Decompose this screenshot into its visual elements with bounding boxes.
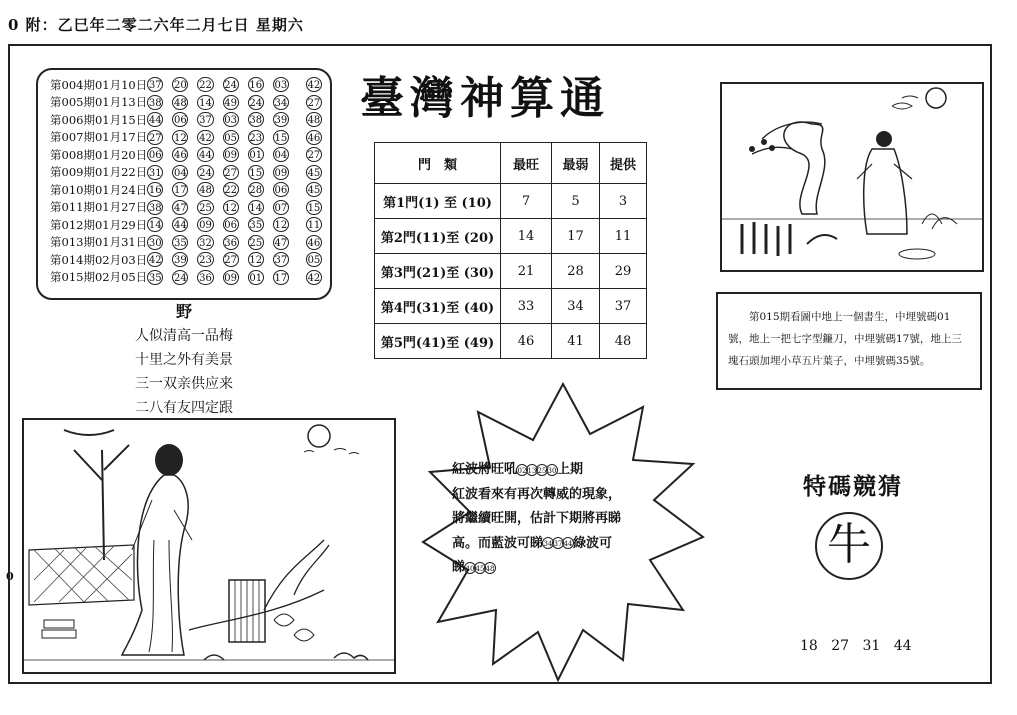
poem-line: 十里之外有美景 [135, 352, 233, 368]
number-ball: 44 [172, 217, 188, 232]
number-ball: 49 [223, 95, 239, 110]
number-ball: 23 [248, 130, 264, 145]
special-ball: 27 [306, 95, 322, 110]
number-ball: 09 [223, 147, 239, 162]
number-ball: 06 [273, 182, 289, 197]
zodiac-badge: 牛 [815, 512, 883, 580]
number-ball: 22 [197, 77, 213, 92]
number-ball: 31 [147, 165, 163, 180]
table-cell: 17 [552, 219, 600, 254]
draw-row [50, 164, 322, 182]
poem-line: 二八有友四定跟 [135, 400, 233, 416]
number-ball: 07 [273, 200, 289, 215]
number-ball: 23 [197, 252, 213, 267]
table-cell: 7 [501, 184, 552, 219]
table-cell: 5 [552, 184, 600, 219]
number-ball: 01 [248, 147, 264, 162]
table-cell: 第4門(31)至 (40) [375, 289, 501, 324]
number-ball: 42 [197, 130, 213, 145]
table-header: 門 類 [375, 143, 501, 184]
special-ball: 48 [306, 112, 322, 127]
draw-label: 第011期01月27日 [50, 200, 148, 215]
number-ball: 14 [147, 217, 163, 232]
number-ball: 37 [147, 77, 163, 92]
number-ball: 36 [223, 235, 239, 250]
lady-illustration [22, 418, 396, 674]
number-ball: 16 [147, 182, 163, 197]
range-table [374, 142, 647, 359]
number-ball: 20 [172, 77, 188, 92]
number-ball: 27 [223, 165, 239, 180]
star-line-text: 綠波可 [573, 535, 613, 551]
blue-number-badge: 34 [542, 537, 554, 549]
number-ball: 17 [273, 270, 289, 285]
table-cell: 第2門(11)至 (20) [375, 219, 501, 254]
star-line: 將繼續旺開，估計下期將再睇 [452, 511, 622, 526]
star-line-text: 高。而藍波可睇 [452, 535, 544, 551]
draw-row [50, 111, 322, 129]
number-ball: 15 [273, 130, 289, 145]
poem-line: 三一双亲供应来 [135, 376, 233, 392]
special-ball: 45 [306, 182, 322, 197]
special-numbers: 18 27 31 44 [800, 638, 912, 654]
number-ball: 24 [172, 270, 188, 285]
table-cell: 33 [501, 289, 552, 324]
special-ball: 27 [306, 147, 322, 162]
number-ball: 37 [273, 252, 289, 267]
star-line [452, 458, 678, 483]
number-ball: 44 [147, 112, 163, 127]
number-ball: 35 [147, 270, 163, 285]
number-ball: 24 [197, 165, 213, 180]
draw-row [50, 199, 322, 217]
draw-label: 第012期01月29日 [50, 217, 148, 232]
number-ball: 04 [273, 147, 289, 162]
draw-history-panel [36, 68, 332, 300]
header-date: 0 附：乙巳年二零二六年二月七日 星期六 [8, 16, 304, 34]
draw-row [50, 251, 322, 269]
special-ball: 05 [306, 252, 322, 267]
scholar-illustration-art [722, 84, 982, 270]
number-ball: 47 [273, 235, 289, 250]
number-ball: 09 [223, 270, 239, 285]
blue-number-badge: 37 [552, 537, 564, 549]
number-ball: 14 [248, 200, 264, 215]
lady-illustration-art [24, 420, 394, 672]
green-number-badge: 40 [464, 562, 476, 574]
number-ball: 15 [248, 165, 264, 180]
star-line-text: 紅波將旺吼 [452, 462, 518, 477]
red-number-badge: 30 [546, 464, 558, 476]
table-row [375, 219, 647, 254]
number-ball: 30 [147, 235, 163, 250]
table-cell: 第5門(41)至 (49) [375, 324, 501, 359]
number-ball: 48 [172, 95, 188, 110]
draw-label: 第004期01月10日 [50, 77, 148, 92]
number-ball: 27 [223, 252, 239, 267]
special-ball: 42 [306, 77, 322, 92]
draw-label: 第010期01月24日 [50, 182, 148, 197]
number-ball: 24 [248, 95, 264, 110]
table-cell: 14 [501, 219, 552, 254]
number-ball: 27 [147, 130, 163, 145]
draw-row [50, 181, 322, 199]
table-header: 提供 [600, 143, 647, 184]
star-line-text: 上期 [557, 462, 584, 477]
clue-box: 第015期看圖中地上一個書生，中埋號碼01號，地上一把七字型鐮刀，中埋號碼17號，地上三塊石頭加埋小草五片葉子，中埋號碼35號。 [716, 292, 982, 390]
number-ball: 14 [197, 95, 213, 110]
green-number-badge: 45 [474, 562, 486, 574]
draw-row [50, 76, 322, 94]
draw-label: 第005期01月13日 [50, 95, 148, 110]
number-ball: 47 [172, 200, 188, 215]
draw-row [50, 146, 322, 164]
number-ball: 48 [197, 182, 213, 197]
number-ball: 35 [248, 217, 264, 232]
number-ball: 12 [223, 200, 239, 215]
red-number-badge: 02 [516, 464, 528, 476]
table-cell: 41 [552, 324, 600, 359]
table-cell: 34 [552, 289, 600, 324]
special-title: 特碼競猜 [803, 473, 903, 500]
red-number-badge: 25 [536, 464, 548, 476]
number-ball: 12 [172, 130, 188, 145]
star-line [452, 532, 678, 557]
draw-label: 第006期01月15日 [50, 112, 148, 127]
draw-label: 第008期01月20日 [50, 147, 148, 162]
special-ball: 15 [306, 200, 322, 215]
number-ball: 12 [248, 252, 264, 267]
number-ball: 35 [172, 235, 188, 250]
table-row [375, 324, 647, 359]
star-line: 紅波看來有再次轉威的現象， [452, 486, 622, 502]
table-cell: 46 [501, 324, 552, 359]
table-header: 最旺 [501, 143, 552, 184]
draw-row [50, 129, 322, 147]
number-ball: 01 [248, 270, 264, 285]
number-ball: 36 [197, 270, 213, 285]
number-ball: 04 [172, 165, 188, 180]
star-line-text: 睇 [452, 560, 466, 575]
poem-line: 人似清高一品梅 [135, 328, 233, 344]
number-ball: 16 [248, 77, 264, 92]
table-cell: 第3門(21)至 (30) [375, 254, 501, 289]
draw-row [50, 94, 322, 112]
special-ball: 46 [306, 235, 322, 250]
table-cell: 29 [600, 254, 647, 289]
table-cell: 3 [600, 184, 647, 219]
number-ball: 12 [273, 217, 289, 232]
number-ball: 03 [223, 112, 239, 127]
starburst-text [452, 458, 678, 581]
table-cell: 21 [501, 254, 552, 289]
blue-number-badge: 44 [562, 537, 574, 549]
number-ball: 28 [248, 182, 264, 197]
number-ball: 46 [172, 147, 188, 162]
side-mark: 0 [6, 570, 14, 583]
number-ball: 24 [223, 77, 239, 92]
number-ball: 09 [273, 165, 289, 180]
number-ball: 32 [197, 235, 213, 250]
draw-label: 第009期01月22日 [50, 165, 148, 180]
number-ball: 22 [223, 182, 239, 197]
draw-label: 第015期02月05日 [50, 270, 148, 285]
number-ball: 25 [197, 200, 213, 215]
draw-row [50, 234, 322, 252]
number-ball: 05 [223, 130, 239, 145]
table-row [375, 254, 647, 289]
table-header-row [375, 143, 647, 184]
star-line [452, 556, 678, 581]
number-ball: 38 [147, 200, 163, 215]
green-number-badge: 48 [484, 562, 496, 574]
number-ball: 38 [147, 95, 163, 110]
number-ball: 42 [147, 252, 163, 267]
red-number-badge: 13 [526, 464, 538, 476]
number-ball: 06 [147, 147, 163, 162]
number-ball: 39 [172, 252, 188, 267]
number-ball: 06 [172, 112, 188, 127]
poem-title: 野 [175, 302, 192, 321]
special-ball: 46 [306, 130, 322, 145]
number-ball: 44 [197, 147, 213, 162]
number-ball: 03 [273, 77, 289, 92]
number-ball: 25 [248, 235, 264, 250]
special-ball: 11 [306, 217, 322, 232]
poem-block [100, 300, 268, 420]
table-cell: 28 [552, 254, 600, 289]
scholar-illustration [720, 82, 984, 272]
special-ball: 42 [306, 270, 322, 285]
number-ball: 09 [197, 217, 213, 232]
number-ball: 34 [273, 95, 289, 110]
number-ball: 06 [223, 217, 239, 232]
number-ball: 17 [172, 182, 188, 197]
table-cell: 48 [600, 324, 647, 359]
page-title: 臺灣神算通 [360, 73, 610, 124]
number-ball: 39 [273, 112, 289, 127]
number-ball: 37 [197, 112, 213, 127]
table-header: 最弱 [552, 143, 600, 184]
table-cell: 第1門(1) 至 (10) [375, 184, 501, 219]
table-row [375, 289, 647, 324]
draw-row [50, 269, 322, 287]
special-ball: 45 [306, 165, 322, 180]
table-cell: 11 [600, 219, 647, 254]
table-row [375, 184, 647, 219]
draw-label: 第014期02月03日 [50, 252, 148, 267]
draw-label: 第007期01月17日 [50, 130, 148, 145]
draw-row [50, 216, 322, 234]
table-cell: 37 [600, 289, 647, 324]
draw-label: 第013期01月31日 [50, 235, 148, 250]
number-ball: 38 [248, 112, 264, 127]
